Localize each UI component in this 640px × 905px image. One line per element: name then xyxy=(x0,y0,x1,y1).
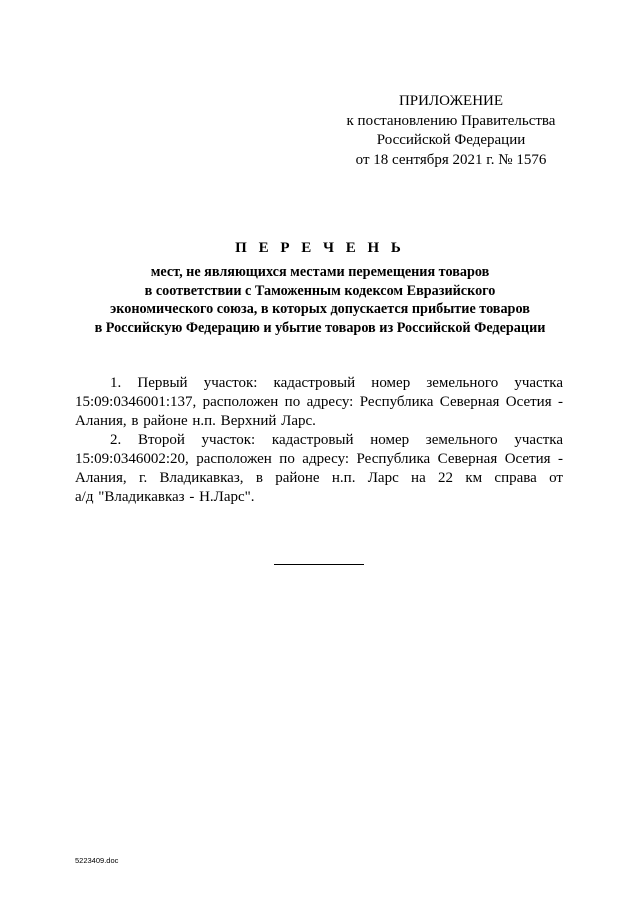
list-item-2 xyxy=(75,431,563,507)
item-text-line: Алания, г. Владикавказ, в районе н.п. Ларс на 22 км справа от xyxy=(75,470,563,486)
appendix-government: Российской Федерации xyxy=(376,132,526,148)
subtitle-line: в Российскую Федерацию и убытие товаров из Российской Федерации xyxy=(94,319,546,336)
item-text-line: 2. Второй участок: кадастровый номер земельного участка xyxy=(110,432,563,448)
item-text-line: 15:09:0346001:137, расположен по адресу: Республика Северная Осетия - xyxy=(75,394,563,410)
appendix-resolution-ref: к постановлению Правительства xyxy=(346,112,556,129)
appendix-date-number: от 18 сентября 2021 г. № 1576 xyxy=(355,151,547,168)
appendix-header xyxy=(326,92,576,170)
subtitle-line: экономического союза, в которых допускается прибытие товаров xyxy=(110,301,530,317)
document-title: П Е Р Е Ч Е Н Ь xyxy=(235,240,405,256)
item-text-line: Алания, в районе н.п. Верхний Ларс. xyxy=(75,413,316,429)
subtitle-line: мест, не являющихся местами перемещения товаров xyxy=(150,264,490,280)
appendix-label: ПРИЛОЖЕНИЕ xyxy=(398,93,504,109)
document-body xyxy=(75,374,563,507)
end-separator-line xyxy=(274,564,364,565)
subtitle-line: в соответствии с Таможенным кодексом Евразийского xyxy=(144,282,496,299)
list-item-1 xyxy=(75,374,563,431)
item-text-line: 1. Первый участок: кадастровый номер земельного участка xyxy=(110,375,563,391)
item-text-line: а/д "Владикавказ - Н.Ларс". xyxy=(75,489,255,505)
document-subtitle xyxy=(40,263,600,337)
item-text-line: 15:09:0346002:20, расположен по адресу: Республика Северная Осетия - xyxy=(75,451,563,467)
footer-doc-code: 5223409.doc xyxy=(75,856,119,865)
